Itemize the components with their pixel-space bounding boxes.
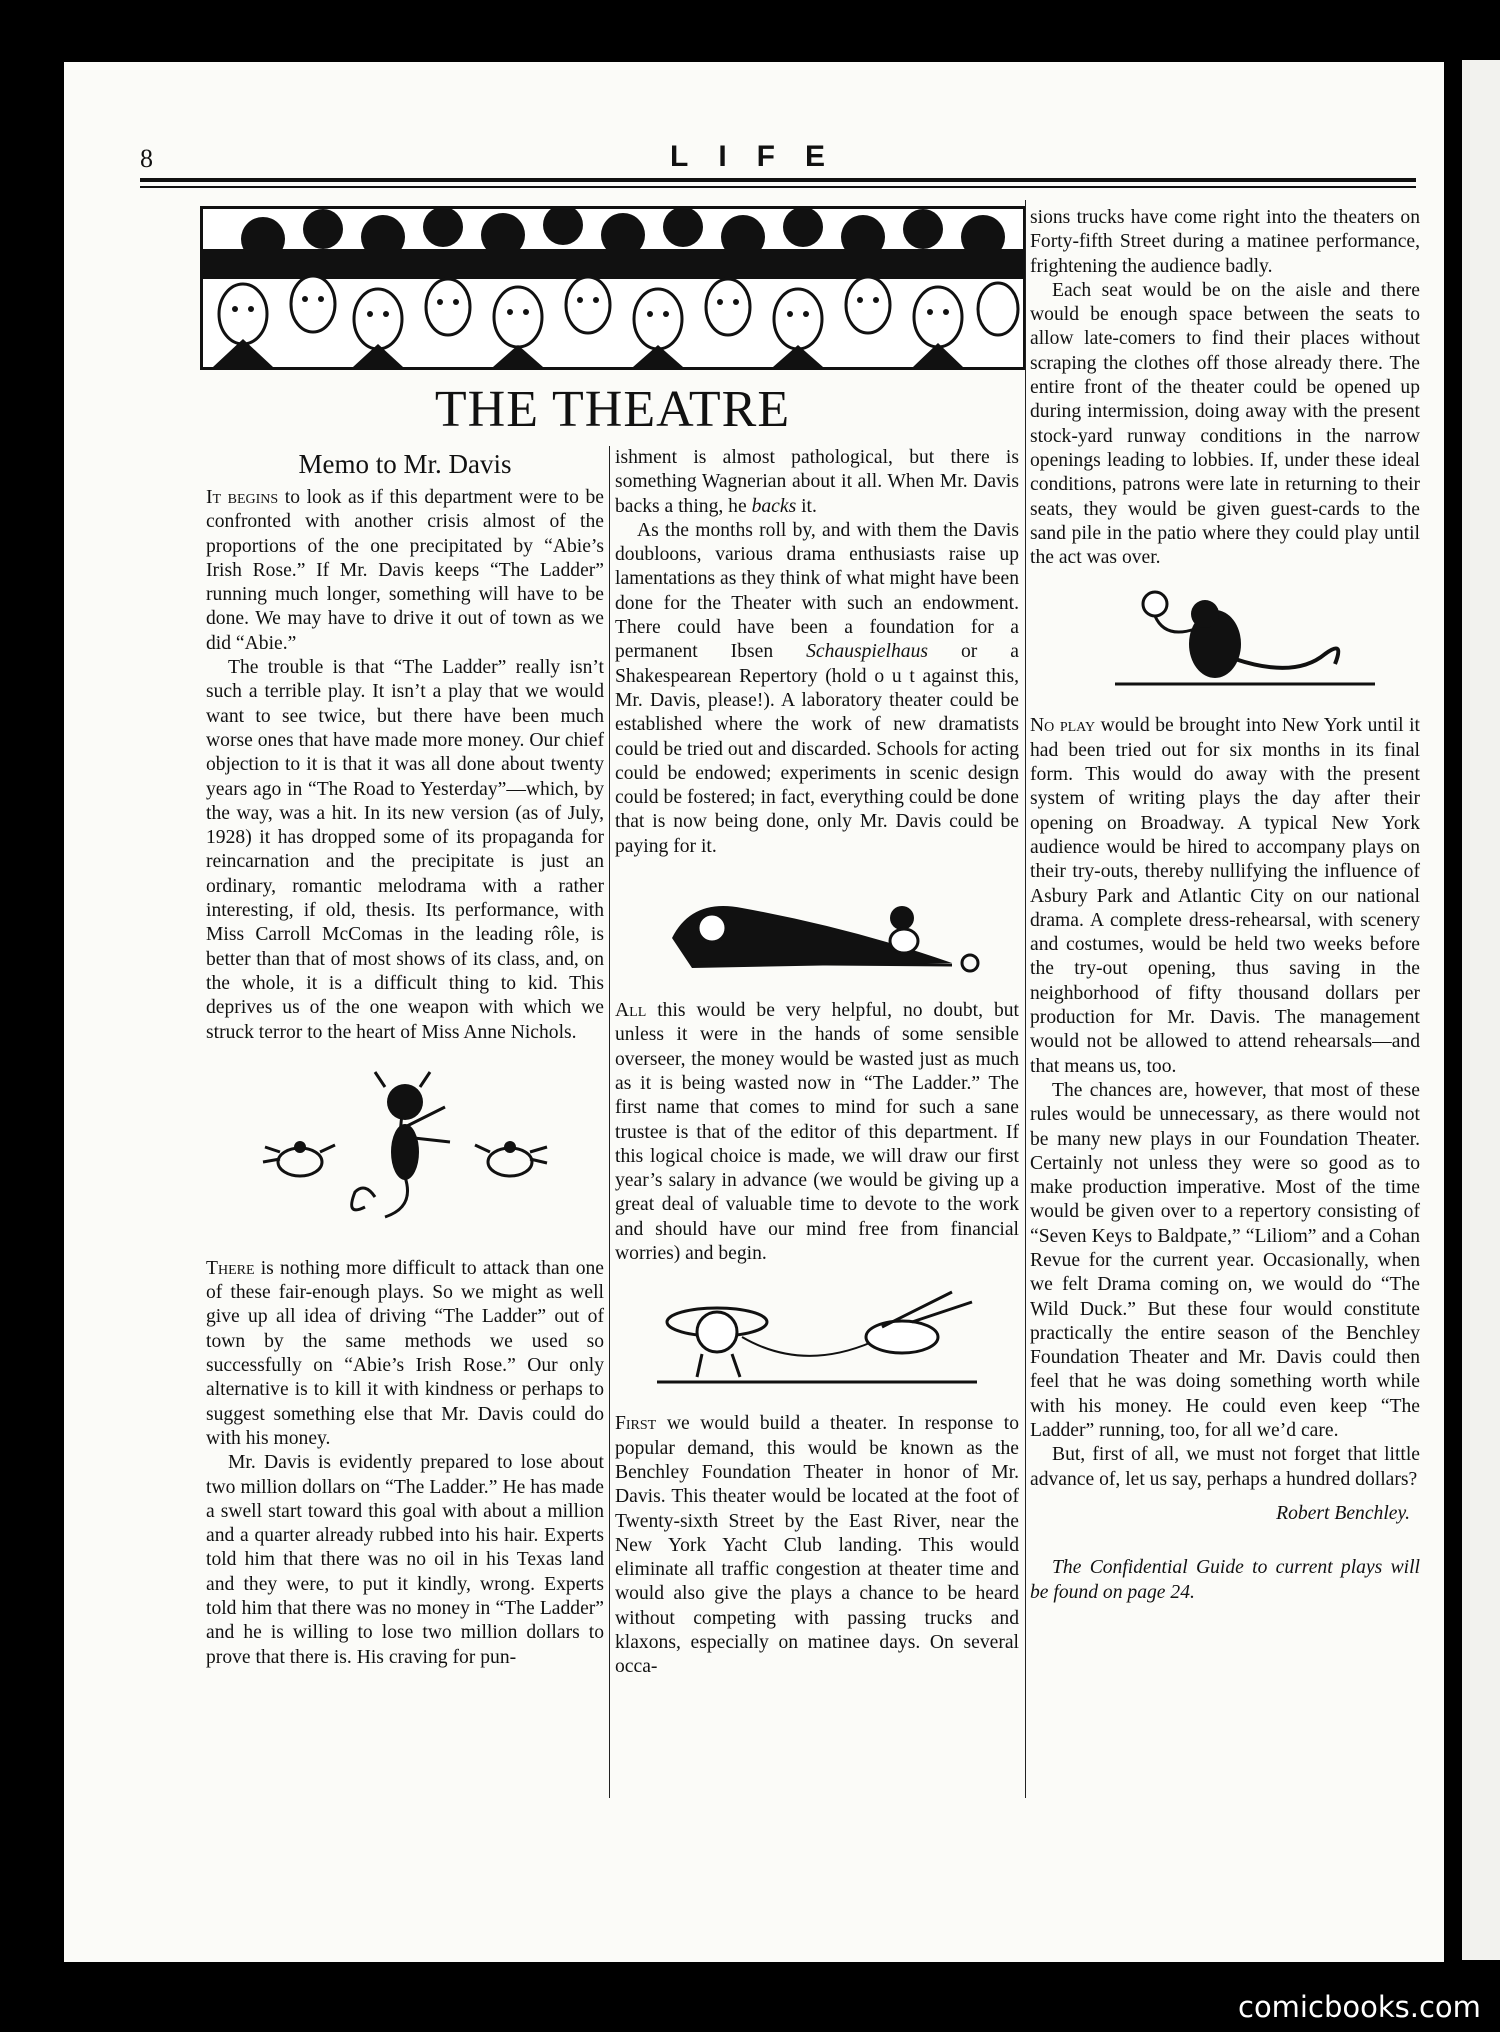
paragraph: But, first of all, we must not forget that little advance of, let us say, perhaps a hundred dollars?: [1030, 1444, 1420, 1490]
column-2: [615, 446, 1019, 1680]
paragraph: [206, 486, 604, 656]
paragraph: Each seat would be on the aisle and there would be enough space between the seats to allow late-comers to find their places without scraping the clothes off those already there. The entire front of the theater could be opened up during intermission, doing away with the present stock-yard runway conditions in the narrow openings leading to lobbies. If, under these ideal conditions, patrons were late in returning to their seats, they would be given guest-cards to the sand pile in the patio where they could play until the act was over.: [1030, 279, 1420, 569]
article-title: THE THEATRE: [434, 381, 791, 438]
paragraph-text: we would build a theater. In response to popular demand, this would be known as the Benchley Foundation Theater in honor of Mr. Davis. This theater would be located at the foot of Twenty-sixth Street by the East River, near the New York Yacht Club landing. This would eliminate all traffic congestion at theater time and would also give the plays a chance to be heard without competing with passing trucks and klaxons, especially on matinee days. On several occa-: [615, 1413, 1019, 1678]
paragraph-text: or a Shakespearean Repertory (hold o u t against this, Mr. Davis, please!). A laboratory theater could be established where the work of new dramatists could be tried out and discarded. Schools for acting could be endowed; experiments in scenic design could be fostered; in fact, everything could be done that is now being done, only Mr. Davis could be paying for it.: [615, 641, 1019, 857]
lead-in: First: [615, 1413, 657, 1435]
paragraph: [615, 519, 1019, 859]
paragraph-text: it.: [796, 495, 817, 517]
lead-in: There: [206, 1257, 255, 1279]
column-1: [206, 446, 604, 1670]
audience-drawing: [203, 209, 1023, 367]
header-rule-thin: [140, 186, 1416, 188]
guide-note: The Confidential Guide to current plays will be found on page 24.: [1030, 1557, 1420, 1603]
walrus-and-bird-illustration: [652, 883, 982, 983]
header-rule: [140, 178, 1416, 182]
paragraph: The chances are, however, that most of these rules would be unnecessary, as there would not be many new plays in our Foundation Theater. Certainly not unless they were so good as to make production imperative. Most of the time would be given over to a repertory consisting of “Seven Keys to Baldpate,” “Liliom” and a Cohan Revue for the current year. Occasionally, when we felt Drama coming on, we would do “The Wild Duck.” But these four would constitute practically the entire season of the Benchley Foundation Theater and Mr. Davis could then feel that he was doing something worth while with his money. He could even keep “The Ladder” running, too, for all we’d care.: [1030, 1079, 1420, 1442]
paragraph: sions trucks have come right into the theaters on Forty-fifth Street during a matinee performance, frightening the audience badly.: [1030, 207, 1420, 277]
emphasis: Schauspielhaus: [806, 641, 928, 663]
page-number: 8: [140, 144, 153, 173]
column-rule-1: [609, 446, 610, 1798]
cat-and-birds-illustration: [255, 1067, 555, 1227]
monkey-with-skull-illustration: [1065, 584, 1385, 694]
creature-with-bug-illustration: [652, 1282, 982, 1392]
author-signature: Robert Benchley.: [1276, 1502, 1410, 1524]
paragraph-text: this would be very helpful, no doubt, but unless it were in the hands of some sensible overseer, the money would be wasted just as much as it is being wasted now in “The Ladder.” The first name that comes to mind for such a sane trustee is that of the editor of this department. If this logical choice is made, we will draw our first year’s salary in advance (we would be giving up a great deal of valuable time to devote to the work and should have our mind free from financial worries) and begin.: [615, 1000, 1019, 1265]
watermark: comicbooks.com: [1238, 1990, 1481, 2024]
paragraph: [206, 1257, 604, 1451]
audience-illustration: [200, 206, 1026, 370]
paragraph-text: is nothing more difficult to attack than one of these fair-enough plays. So we might as well give up all idea of driving “The Ladder” out of town by the same methods we used so successfully on “Abie’s Irish Rose.” Our only alternative is to kill it with kindness or perhaps to suggest something else that Mr. Davis could do with his money.: [206, 1257, 604, 1449]
paragraph: [1030, 714, 1420, 1078]
lead-in: It begins: [206, 487, 279, 508]
paragraph-text: As the months roll by, and with them the Davis doubloons, various drama enthusiasts raise up lamentations as they think of what might have been done for the Theater with such an endowment. There could have been a foundation for a permanent Ibsen: [615, 519, 1019, 663]
next-page-edge: [1462, 60, 1500, 1960]
paragraph: [615, 999, 1019, 1266]
lead-in: No play: [1030, 715, 1096, 737]
masthead: LIFE: [670, 140, 855, 173]
column-3: [1030, 206, 1420, 1605]
lead-in: All: [615, 1000, 647, 1022]
paragraph-text: would be brought into New York until it had been tried out for six months in its final form. This would do away with the present system of writing plays the day after their opening on Broadway. A typical New York audience would be hired to accompany plays on their try-outs, thereby nullifying the influence of Asbury Park and Atlantic City on our national drama. A complete dress-rehearsal, with scenery and costumes, would be held two weeks before the try-out opening, thus saving in the neighborhood of fifty thousand dollars per production for Mr. Davis. The management would not be allowed to attend rehearsals—and that means us, too.: [1030, 715, 1420, 1077]
column-rule-2: [1025, 200, 1026, 1798]
paragraph-text: ishment is almost pathological, but there is something Wagnerian about it all. When Mr. Davis backs a thing, he: [615, 447, 1019, 517]
paragraph: The trouble is that “The Ladder” really isn’t such a terrible play. It isn’t a play that we would want to see twice, but there have been much worse ones that have made more money. Our chief objection to it is that it was all done about twenty years ago in “The Road to Yesterday”—which, by the way, was a hit. In its new version (as of July, 1928) it has dropped some of its propaganda for reincarnation and the precipitate is just an ordinary, romantic melodrama with a rather interesting, if old, thesis. Its performance, with Miss Carroll McComas in the leading rôle, is better than that of most shows of its class, and, on the whole, it is a difficult thing to kid. This deprives us of the one weapon with which we struck terror to the heart of Miss Anne Nichols.: [206, 657, 604, 1043]
paragraph: Mr. Davis is evidently prepared to lose about two million dollars on “The Ladder.” He has made a swell start toward this goal with about a million and a quarter already rubbed into his hair. Experts told him that there was no oil in his Texas land and they were, to put it kindly, wrong. Experts told him that there was no money in “The Ladder” and he is willing to lose two million dollars to prove that there is. His craving for pun-: [206, 1452, 604, 1668]
paragraph: [615, 1412, 1019, 1679]
section-heading: Memo to Mr. Davis: [298, 449, 512, 479]
emphasis: backs: [751, 495, 797, 517]
paragraph-text: to look as if this department were to be confronted with another crisis almost of the proportions of the one precipitated by “Abie’s Irish Rose.” If Mr. Davis keeps “The Ladder” running much longer, something will have to be done. We may have to drive it out of town as we did “Abie.”: [206, 487, 604, 654]
paragraph: [615, 446, 1019, 519]
